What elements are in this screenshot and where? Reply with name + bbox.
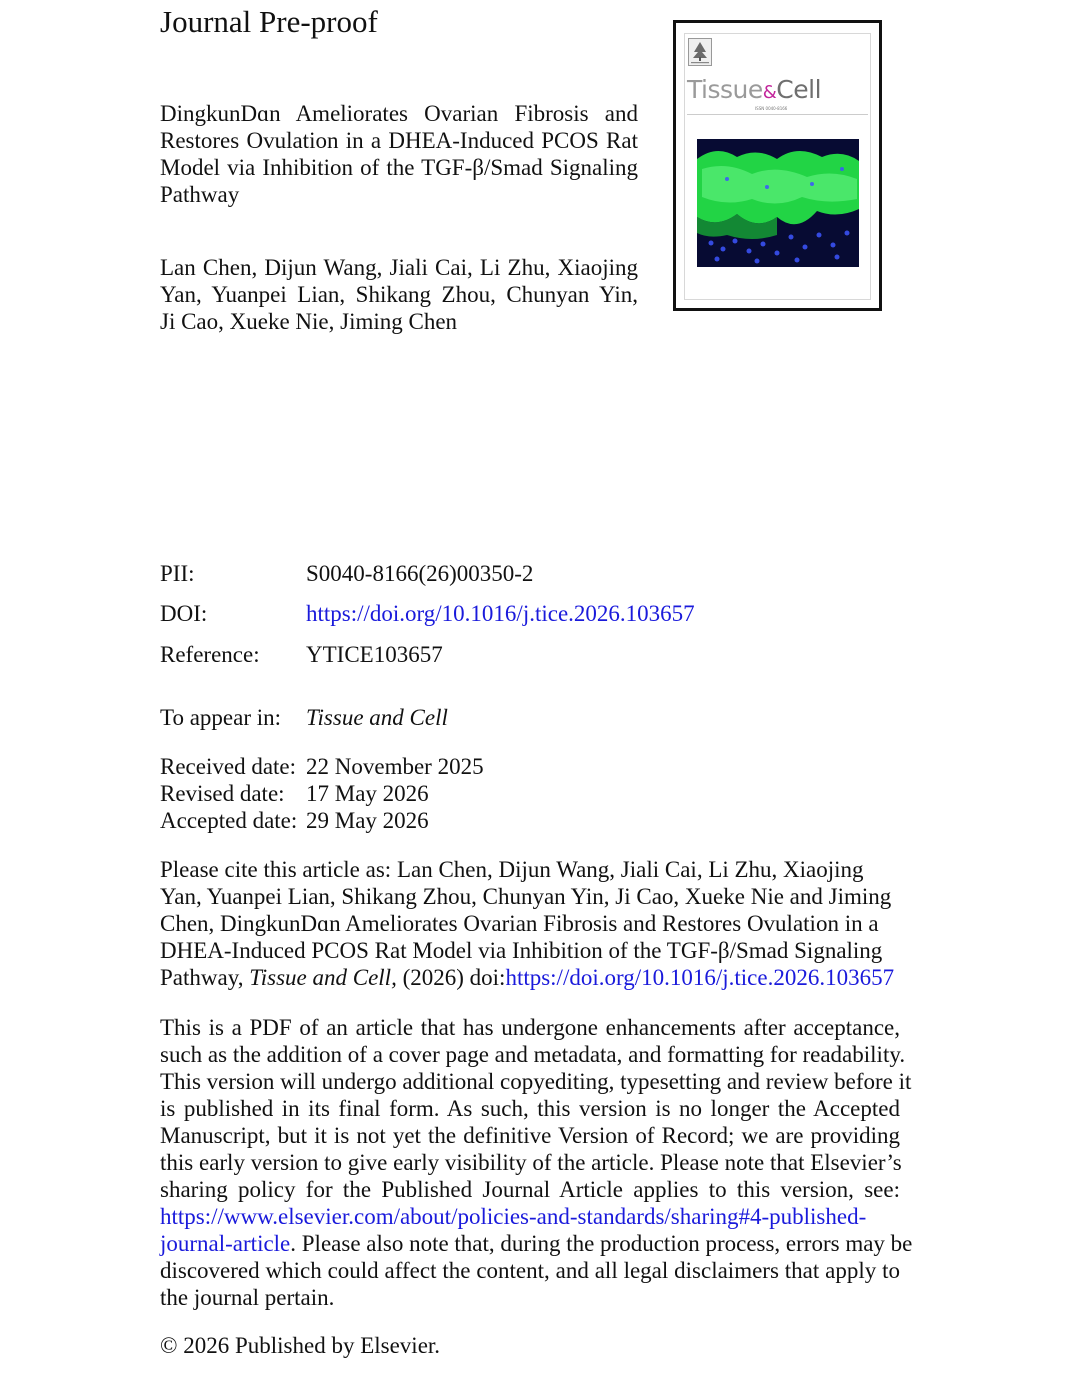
author-line: Yan, Yuanpei Lian, Shikang Zhou, Chunyan Yin, <box>160 282 638 307</box>
doi-label: DOI: <box>160 601 208 626</box>
notice-paragraph <box>160 1014 913 1311</box>
notice-line: Manuscript, but it is not yet the definitive Version of Record; we are providing <box>160 1123 900 1148</box>
citation-line: Yan, Yuanpei Lian, Shikang Zhou, Chunyan Yin, Ji Cao, Xueke Nie and Jiming <box>160 884 892 909</box>
appear-in-label: To appear in: <box>160 705 282 730</box>
title-line: DingkunDɑn Ameliorates Ovarian Fibrosis and <box>160 101 638 126</box>
title-line: Model via Inhibition of the TGF-β/Smad Signaling <box>160 155 638 180</box>
notice-line: This version will undergo additional copyediting, typesetting and review before it <box>160 1069 912 1094</box>
cover-journal-title <box>687 76 821 107</box>
citation-line: DHEA-Induced PCOS Rat Model via Inhibition of the TGF-β/Smad Signaling <box>160 938 883 963</box>
pii-value: S0040-8166(26)00350-2 <box>306 561 534 586</box>
received-value: 22 November 2025 <box>306 754 484 779</box>
citation-line: Chen, DingkunDɑn Ameliorates Ovarian Fibrosis and Restores Ovulation in a <box>160 911 879 936</box>
notice-after-link: . Please also note that, during the production process, errors may be <box>290 1231 913 1256</box>
citation-year: (2026) doi: <box>396 965 506 990</box>
accepted-value: 29 May 2026 <box>306 808 429 833</box>
notice-line: This is a PDF of an article that has undergone enhancements after acceptance, <box>160 1015 900 1040</box>
accepted-label: Accepted date: <box>160 808 298 833</box>
citation-line <box>160 964 900 991</box>
citation-line: Please cite this article as: Lan Chen, Dijun Wang, Jiali Cai, Li Zhu, Xiaojing <box>160 857 864 882</box>
revised-value: 17 May 2026 <box>306 781 429 806</box>
notice-line: discovered which could affect the content, and all legal disclaimers that apply to <box>160 1258 900 1283</box>
cover-frame <box>684 33 871 300</box>
cover-title-part2: Cell <box>776 75 822 104</box>
reference-label: Reference: <box>160 642 260 667</box>
notice-line: sharing policy for the Published Journal Article applies to this version, see: <box>160 1177 900 1202</box>
author-line: Lan Chen, Dijun Wang, Jiali Cai, Li Zhu, Xiaojing <box>160 255 638 280</box>
sharing-policy-link-cont[interactable]: journal-article <box>160 1231 291 1256</box>
reference-value: YTICE103657 <box>306 642 443 667</box>
received-label: Received date: <box>160 754 297 779</box>
cover-micrograph <box>697 139 859 267</box>
article-title <box>160 100 638 208</box>
citation-paragraph <box>160 856 900 991</box>
notice-line: the journal pertain. <box>160 1285 335 1310</box>
doi-link[interactable]: https://doi.org/10.1016/j.tice.2026.103657 <box>306 601 695 626</box>
notice-line: such as the addition of a cover page and metadata, and formatting for readability. <box>160 1042 906 1067</box>
journal-preproof-header: Journal Pre-proof <box>160 4 378 39</box>
pii-label: PII: <box>160 561 195 586</box>
notice-line: is published in its final form. As such, this version is no longer the Accepted <box>160 1096 900 1121</box>
citation-journal: Tissue and Cell, <box>249 965 397 990</box>
cover-title-part1: Tissue <box>687 75 763 104</box>
journal-cover-image <box>673 20 882 311</box>
copyright-notice: © 2026 Published by Elsevier. <box>160 1333 441 1358</box>
author-list <box>160 254 638 335</box>
elsevier-logo-icon <box>688 38 712 66</box>
notice-line <box>160 1230 913 1257</box>
title-line: Pathway <box>160 182 240 207</box>
notice-line: this early version to give early visibility of the article. Please note that Elsevier’s <box>160 1150 902 1175</box>
appear-in-journal: Tissue and Cell <box>306 705 448 730</box>
notice-line <box>160 1203 900 1230</box>
citation-doi-link[interactable]: https://doi.org/10.1016/j.tice.2026.103657 <box>505 965 895 990</box>
citation-pathway: Pathway, <box>160 965 250 990</box>
revised-label: Revised date: <box>160 781 285 806</box>
cover-divider <box>687 114 868 115</box>
sharing-policy-link[interactable]: https://www.elsevier.com/about/policies-and-standards/sharing#4-published- <box>160 1204 867 1229</box>
cover-title-amp: & <box>762 82 777 103</box>
title-line: Restores Ovulation in a DHEA-Induced PCOS Rat <box>160 128 638 153</box>
cover-issn: ISSN 0040-8166 <box>755 106 788 111</box>
author-line: Ji Cao, Xueke Nie, Jiming Chen <box>160 309 458 334</box>
